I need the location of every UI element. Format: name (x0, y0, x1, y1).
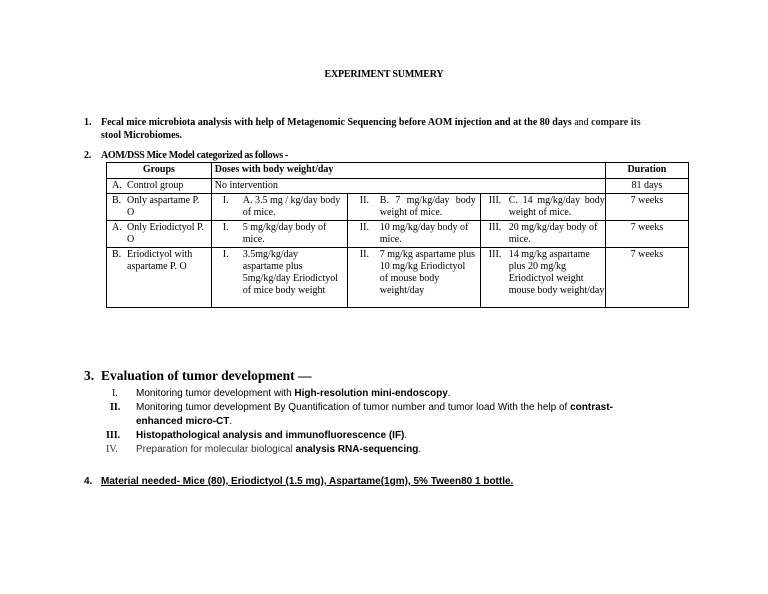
plain-text: Monitoring tumor development with (136, 388, 295, 399)
dose-number: III. (488, 222, 502, 233)
list-item-1 (84, 116, 684, 142)
dose-text: A. 3.5 mg / kg/day body of mice. (242, 195, 341, 218)
eval-item-text (136, 443, 421, 457)
dose-number: I. (222, 195, 229, 206)
tail-text: . (229, 416, 233, 427)
bold-text: enhanced micro-CT (136, 416, 230, 427)
duration-cell: 81 days (605, 179, 688, 194)
dose-cell (211, 248, 605, 308)
group-name: Control group (127, 180, 184, 191)
eval-item-text (136, 429, 407, 443)
table-header-row (107, 163, 689, 179)
group-cell (107, 248, 212, 308)
group-cell (107, 179, 212, 194)
plain-text: Preparation for molecular biological (136, 444, 296, 455)
list-number: 4. (84, 476, 93, 487)
bold-text: High-resolution mini-endoscopy (294, 388, 448, 399)
dose-number: III. (488, 195, 502, 206)
groups-table (106, 162, 689, 308)
group-letter: A. (112, 180, 122, 191)
list-item (106, 401, 666, 429)
list-item (106, 429, 666, 443)
list-item-4 (84, 476, 513, 487)
group-letter: B. (112, 195, 122, 206)
group-name: Eriodictyol with aspartame P. O (127, 249, 193, 272)
dose-cell (211, 194, 605, 221)
item1-text-c: compare its (591, 117, 641, 128)
section-heading-text: Evaluation of tumor development — (101, 368, 312, 383)
list-item-2 (84, 150, 288, 161)
list-number: 3. (84, 368, 95, 383)
dose-text: 10 mg/kg/day body of mice. (379, 222, 469, 245)
dose-text: 7 mg/kg aspartame plus 10 mg/kg Eriodictyol of mouse body weight/day (379, 249, 476, 296)
bold-text: analysis RNA-sequencing (295, 444, 419, 455)
duration-cell: 7 weeks (605, 221, 688, 248)
group-letter: B. (112, 249, 122, 260)
materials-text: Material needed- Mice (80), Eriodictyol (1.5 mg), Aspartame(1gm), 5% Tween80 1 bottle. (101, 476, 514, 487)
eval-item-text (136, 401, 613, 429)
duration-cell: 7 weeks (605, 248, 688, 308)
dose-number: II. (359, 195, 369, 206)
table-row (107, 179, 689, 194)
roman-number: III. (106, 430, 121, 441)
tail-text: . (447, 388, 451, 399)
group-letter: A. (112, 222, 122, 233)
table-row (107, 221, 689, 248)
roman-number: II. (110, 402, 121, 413)
roman-number: I. (112, 388, 118, 399)
dose-text: B. 7 mg/kg/day body weight of mice. (379, 195, 476, 218)
item1-text-b: and (571, 117, 592, 128)
dose-text: 5 mg/kg/day body of mice. (242, 222, 327, 245)
document-title: EXPERIMENT SUMMERY (324, 69, 444, 80)
dose-cell (211, 221, 605, 248)
group-cell (107, 194, 212, 221)
tail-text: . (418, 444, 422, 455)
tail-text: . (404, 430, 408, 441)
dose-number: II. (359, 222, 369, 233)
list-number: 1. (84, 117, 92, 128)
evaluation-list (106, 387, 666, 457)
group-name: Only aspartame P. O (127, 195, 200, 218)
bold-text: contrast- (570, 402, 613, 413)
dose-text: 20 mg/kg/day body of mice. (508, 222, 598, 245)
header-duration: Duration (605, 163, 688, 179)
list-item-text (101, 116, 684, 142)
dose-text: 14 mg/kg aspartame plus 20 mg/kg Eriodictyol weight mouse body weight/day (508, 249, 605, 296)
group-cell (107, 221, 212, 248)
group-name: Only Eriodictyol P. O (127, 222, 204, 245)
dose-text: 3.5mg/kg/day aspartame plus 5mg/kg/day Eriodictyol of mice body weight (242, 249, 339, 296)
dose-number: I. (222, 249, 229, 260)
duration-cell: 7 weeks (605, 194, 688, 221)
list-item (106, 387, 666, 401)
item1-text-d: stool Microbiomes. (101, 130, 182, 141)
header-groups: Groups (107, 163, 212, 179)
header-doses: Doses with body weight/day (211, 163, 605, 179)
table-row (107, 194, 689, 221)
roman-number: IV. (106, 444, 118, 455)
list-item-text: AOM/DSS Mice Model categorized as follows - (101, 150, 289, 161)
bold-text: Histopathological analysis and immunofluorescence (IF) (136, 430, 405, 441)
plain-text: Monitoring tumor development By Quantification of tumor number and tumor load With the help of (136, 402, 571, 413)
list-item (106, 443, 666, 457)
dose-text: C. 14 mg/kg/day body weight of mice. (508, 195, 605, 218)
dose-cell: No intervention (211, 179, 605, 194)
dose-number: II. (359, 249, 369, 260)
item1-text-a: Fecal mice microbiota analysis with help of Metagenomic Sequencing before AOM injection and at the 80 days (101, 117, 572, 128)
eval-item-text (136, 387, 451, 401)
dose-number: III. (488, 249, 502, 260)
section-3-heading (84, 368, 312, 384)
table-row (107, 248, 689, 308)
list-number: 2. (84, 150, 91, 161)
dose-number: I. (222, 222, 229, 233)
